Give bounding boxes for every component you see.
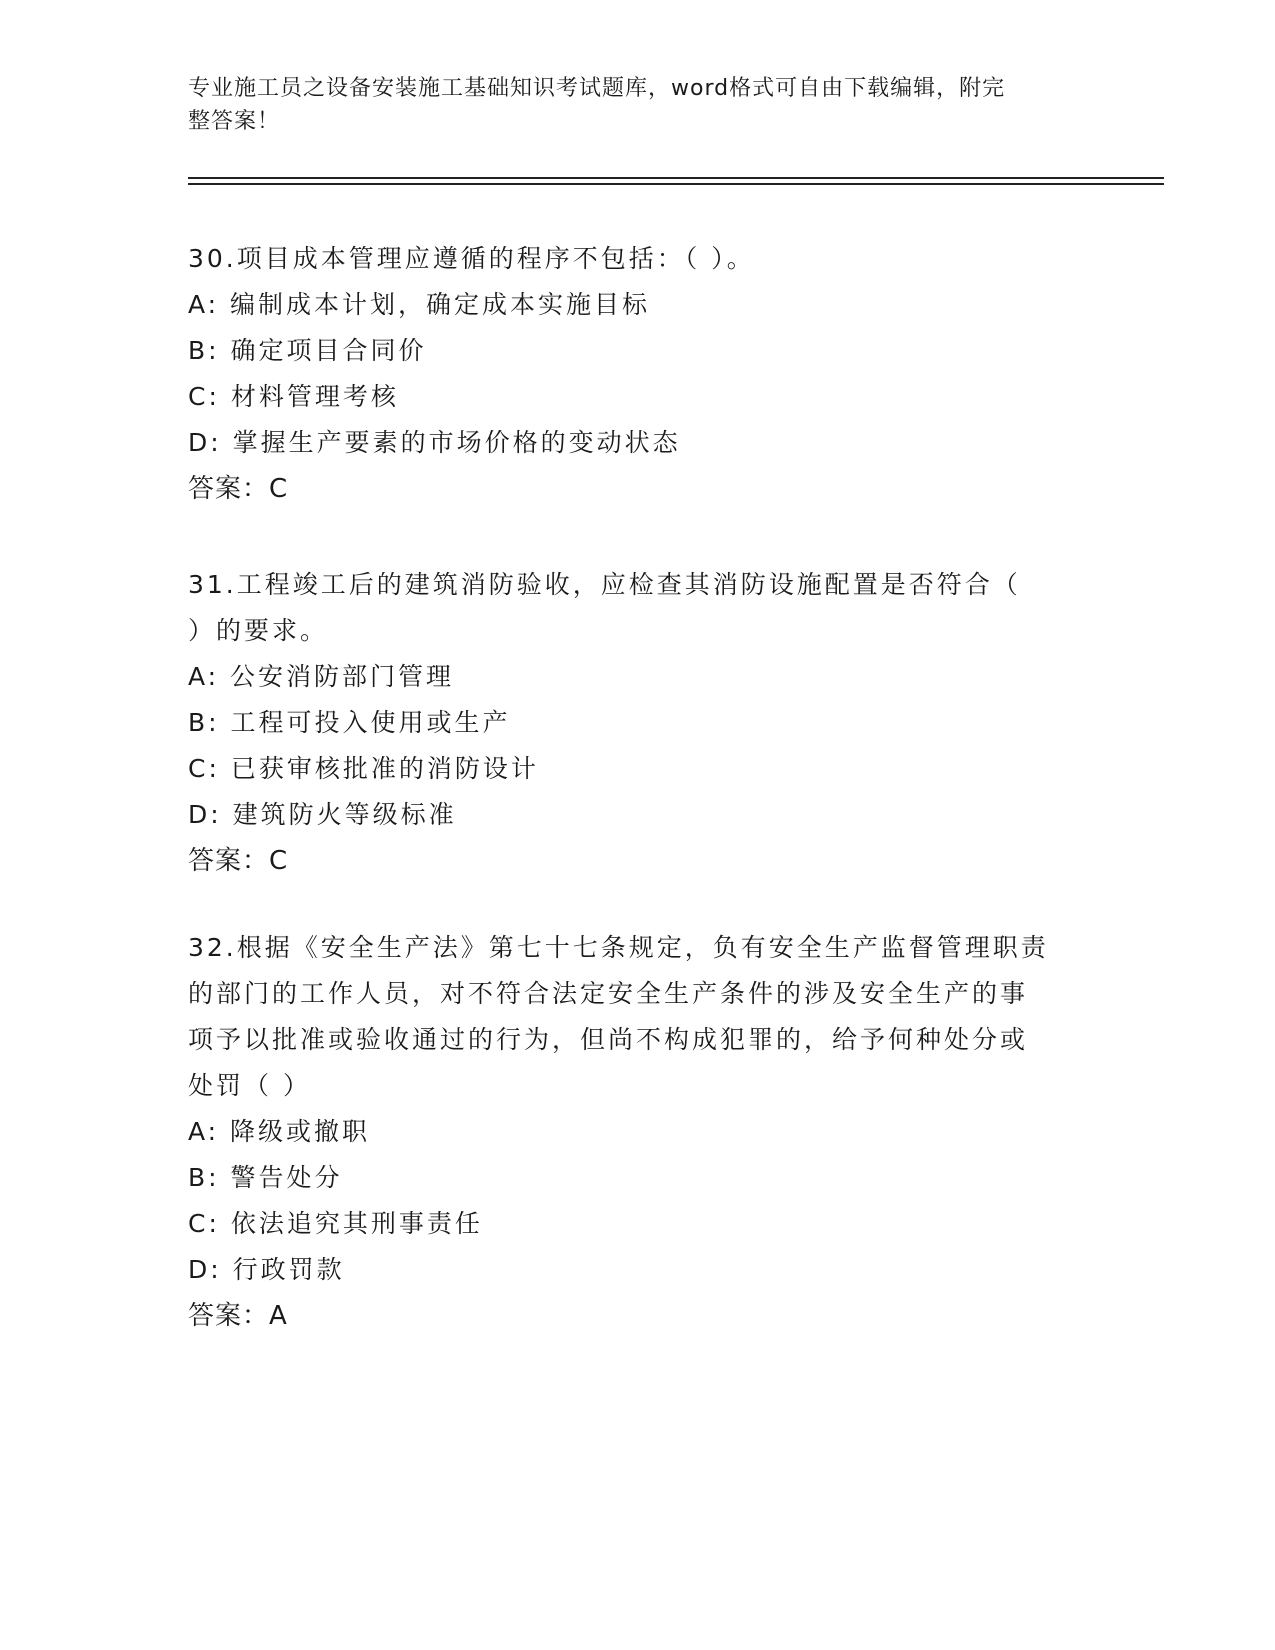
- answer: 答案：C: [188, 474, 289, 504]
- header-line-2: 整答案！: [188, 109, 281, 134]
- option-c: C: 已获审核批准的消防设计: [188, 754, 539, 783]
- header-divider-top: [188, 177, 1164, 179]
- question-stem-continued: 处罚（ ）: [188, 1071, 311, 1100]
- option-b: B: 确定项目合同价: [188, 336, 427, 365]
- question-30: [188, 236, 1088, 512]
- option-b: B: 警告处分: [188, 1163, 343, 1192]
- option-a: A: 降级或撤职: [188, 1117, 371, 1146]
- option-a: A: 编制成本计划，确定成本实施目标: [188, 290, 651, 319]
- question-stem-continued: ）的要求。: [188, 616, 329, 645]
- header-line-1: 专业施工员之设备安装施工基础知识考试题库，word格式可自由下载编辑，附完: [188, 76, 1006, 101]
- question-stem: 32.根据《安全生产法》第七十七条规定，负有安全生产监督管理职责: [188, 933, 1049, 962]
- question-stem-continued: 的部门的工作人员，对不符合法定安全生产条件的涉及安全生产的事: [188, 979, 1029, 1008]
- header-divider-bottom: [188, 183, 1164, 185]
- option-d: D: 行政罚款: [188, 1255, 345, 1284]
- option-b: B: 工程可投入使用或生产: [188, 708, 511, 737]
- question-32: [188, 925, 1088, 1339]
- question-stem: 30.项目成本管理应遵循的程序不包括：（ ）。: [188, 244, 755, 273]
- option-d: D: 掌握生产要素的市场价格的变动状态: [188, 428, 681, 457]
- question-stem-continued: 项予以批准或验收通过的行为，但尚不构成犯罪的，给予何种处分或: [188, 1025, 1029, 1054]
- option-c: C: 材料管理考核: [188, 382, 399, 411]
- document-header: [188, 72, 1068, 138]
- option-c: C: 依法追究其刑事责任: [188, 1209, 483, 1238]
- answer: 答案：A: [188, 1301, 288, 1331]
- answer: 答案：C: [188, 846, 289, 876]
- question-stem: 31.工程竣工后的建筑消防验收，应检查其消防设施配置是否符合（: [188, 570, 1021, 599]
- question-31: [188, 562, 1088, 884]
- option-d: D: 建筑防火等级标准: [188, 800, 457, 829]
- option-a: A: 公安消防部门管理: [188, 662, 455, 691]
